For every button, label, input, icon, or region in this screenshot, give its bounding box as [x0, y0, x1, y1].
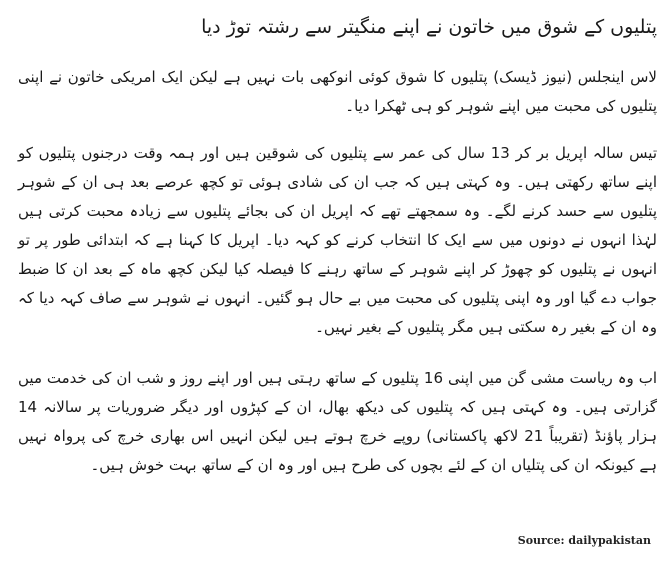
- article-headline: پتلیوں کے شوق میں خاتون نے اپنے منگیتر سے رشتہ توڑ دیا: [201, 16, 657, 38]
- source-credit: Source: dailypakistan: [517, 534, 651, 547]
- article-paragraph-1: لاس اینجلس (نیوز ڈیسک) پتلیوں کا شوق کوئی انوکھی بات نہیں ہے لیکن ایک امریکی خاتون نے اپنی پتلیوں کی محبت میں اپنے شوہر کو ہی ٹھکرا دیا۔: [18, 68, 657, 115]
- article-paragraph-2: تیس سالہ اپریل بر کر 13 سال کی عمر سے پتلیوں کی شوقین ہیں اور ہمہ وقت درجنوں پتلیوں کو اپنے ساتھ رکھتی ہیں۔ وہ کہتی ہیں کہ جب ان کی شادی ہوئی تو کچھ عرصے بعد ہی ان کے شوہر پتلیوں سے حسد کرنے لگے۔ وہ سمجھتے تھے کہ اپریل ان کی بجائے پتلیوں سے زیادہ محبت کرتی ہیں لہٰذا انہوں نے دونوں میں سے ایک کا انتخاب کرنے کو کہہ دیا۔ اپریل کا کہنا ہے کہ ابتدائی طور پر تو انہوں نے پتلیوں کو چھوڑ کر اپنے شوہر کے ساتھ رہنے کا فیصلہ کیا لیکن کچھ ماہ کے بعد ان کا ضبط جواب دے گیا اور وہ اپنی پتلیوں کی محبت میں بے حال ہو گئیں۔ انہوں نے شوہر سے صاف کہہ دیا کہ وہ ان کے بغیر رہ سکتی ہیں مگر پتلیوں کے بغیر نہیں۔: [18, 144, 658, 336]
- article: [18, 0, 657, 480]
- article-paragraph-3: اب وہ ریاست مشی گن میں اپنی 16 پتلیوں کے ساتھ رہتی ہیں اور اپنے روز و شب ان کی خدمت میں گزارتی ہیں۔ وہ کہتی ہیں کہ پتلیوں کی دیکھ بھال، ان کے کپڑوں اور دیگر ضروریات پر سالانہ 14 ہزار پاؤنڈ (تقریباً 21 لاکھ پاکستانی) روپے خرچ ہوتے ہیں لیکن انہیں اس بھاری خرچ کی پرواہ نہیں ہے کیونکہ ان کی پتلیاں ان کے لئے بچوں کی طرح ہیں اور وہ ان کے ساتھ بہت خوش ہیں۔: [18, 369, 658, 474]
